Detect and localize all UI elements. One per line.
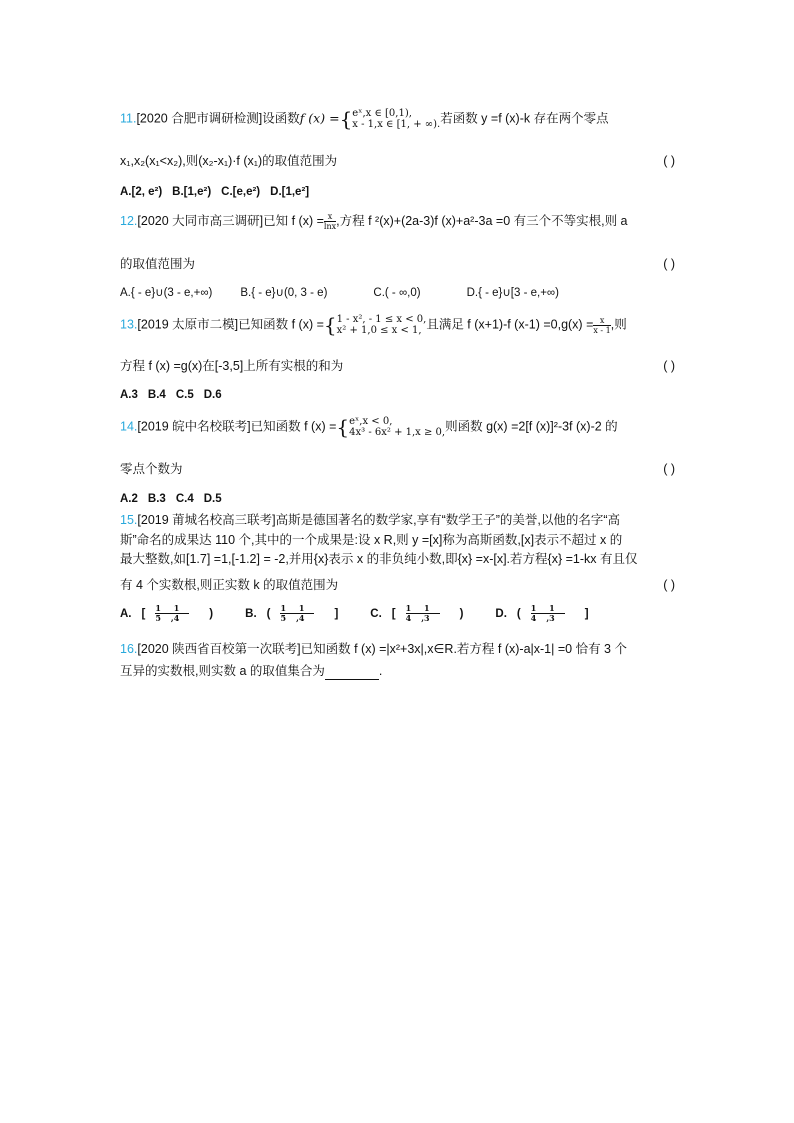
piecewise-case-2: x² + 1,0 ≤ x < 1, — [336, 325, 422, 336]
question-text: 方程 f (x) =g(x)在[-3,5]上所有实根的和为 — [120, 359, 344, 373]
piecewise-case-1: 1 - x², - 1 ≤ x < 0, — [336, 314, 427, 325]
option-b: B.{ - e}∪(0, 3 - e) — [240, 287, 328, 299]
question-text: 斯”命名的成果达 110 个,其中的一个成果是:设 x R,则 y =[x]称为高斯函数,[x]表示不超过 x 的 — [120, 533, 623, 547]
question-12-line-1 — [120, 212, 675, 231]
question-source: [2020 陕西省百校第一次联考] — [137, 642, 301, 656]
question-15-line-4 — [120, 576, 675, 594]
function-label: f (x) = — [299, 110, 340, 126]
question-13-line-2 — [120, 357, 675, 375]
question-16-line-1 — [120, 640, 675, 658]
question-15-line-3 — [120, 550, 675, 568]
question-15-options — [120, 604, 675, 623]
question-13-options — [120, 386, 675, 404]
question-text: 最大整数,如[1.7] =1,[-1.2] = -2,并用{x}表示 x 的非负纯小数,即{x} =x-[x].若方程{x} =1-kx 有且仅 — [120, 552, 638, 566]
piecewise-case-2: 4x³ - 6x² + 1,x ≥ 0, — [349, 427, 446, 438]
question-number: 12. — [120, 214, 138, 228]
option-d: D.[1,e²] — [270, 186, 310, 198]
question-text: 高斯是德国著名的数学家,享有“数学王子”的美誉,以他的名字“高 — [275, 513, 621, 527]
answer-paren: ( ) — [663, 578, 675, 592]
question-number: 15. — [120, 513, 138, 527]
question-number: 13. — [120, 317, 138, 332]
answer-blank — [325, 667, 379, 680]
question-text: 已知函数 f (x) = — [238, 317, 324, 332]
option-a: A.[2, e²) — [120, 186, 163, 198]
question-number: 14. — [120, 419, 138, 434]
piecewise-function: { eˣ,x < 0, 4x³ - 6x² + 1,x ≥ 0, — [336, 414, 446, 439]
question-16-line-2: 互异的实数根,则实数 a 的取值集合为 . — [120, 664, 383, 678]
option-d: D.{ - e}∪[3 - e,+∞) — [466, 287, 559, 299]
question-text: 的取值范围为 — [120, 257, 196, 271]
question-source: [2019 太原市二模] — [137, 317, 239, 332]
question-text: 已知函数 f (x) =|x²+3x|,x∈R.若方程 f (x)-a|x-1| =0 恰有 3 个 — [300, 642, 627, 656]
option-a: A.3 — [120, 389, 138, 401]
question-15-line-2 — [120, 531, 675, 549]
option-c: C. [ $\frac{1 1}{4 ,3}$ ) — [370, 603, 464, 623]
piecewise-case-1: eˣ,x ∈ [0,1), — [352, 108, 412, 119]
question-text: 已知 f (x) = — [263, 214, 324, 228]
question-15-line-1 — [120, 511, 675, 529]
question-11-line-2 — [120, 152, 675, 170]
fraction-numerator: x — [599, 315, 605, 325]
question-12-options — [120, 284, 675, 302]
question-text: ,则 — [610, 317, 627, 332]
question-text: 且满足 f (x+1)-f (x-1) =0,g(x) = — [426, 317, 594, 332]
option-c: C.[e,e²) — [221, 186, 261, 198]
question-text: 若函数 y =f (x)-k 存在两个零点 — [440, 111, 609, 126]
question-source: [2020 合肥市调研检测] — [136, 111, 263, 126]
question-source: [2020 大同市高三调研] — [137, 214, 264, 228]
question-11-line-1 — [120, 108, 675, 130]
option-a: A.{ - e}∪(3 - e,+∞) — [120, 287, 213, 299]
question-14-line-1 — [120, 416, 675, 438]
option-c: C.4 — [175, 493, 194, 505]
question-text: 已知函数 f (x) = — [250, 419, 337, 434]
piecewise-function: { 1 - x², - 1 ≤ x < 0, x² + 1,0 ≤ x < 1, — [323, 312, 427, 337]
fraction — [324, 212, 336, 231]
question-number: 16. — [120, 642, 138, 656]
question-text: x₁,x₂(x₁<x₂),则(x₂-x₁)·f (x₁)的取值范围为 — [120, 154, 338, 168]
question-text: 设函数 — [262, 111, 300, 126]
fraction — [593, 316, 610, 335]
question-source: [2019 皖中名校联考] — [137, 419, 251, 434]
option-b: B.[1,e²) — [172, 186, 212, 198]
piecewise-case-1: eˣ,x < 0, — [349, 416, 393, 427]
option-c: C.( - ∞,0) — [373, 287, 421, 299]
question-14-line-2 — [120, 460, 675, 478]
question-11-options — [120, 183, 675, 201]
question-12-line-2 — [120, 255, 675, 273]
piecewise-function: { eˣ,x ∈ [0,1), x - 1,x ∈ [1, + ∞). — [339, 106, 441, 131]
answer-paren: ( ) — [663, 154, 675, 168]
answer-paren: ( ) — [663, 359, 675, 373]
option-b: B.3 — [147, 493, 166, 505]
option-c: C.5 — [175, 389, 194, 401]
option-b: B. ( $\frac{1 1}{5 ,4}$ ] — [245, 603, 339, 623]
fraction-denominator: lnx — [323, 222, 337, 232]
option-d: D. ( $\frac{1 1}{4 ,3}$ ] — [495, 603, 589, 623]
question-number: 11. — [120, 111, 137, 126]
question-text: ,方程 f ²(x)+(2a-3)f (x)+a²-3a =0 有三个不等实根,则 a — [336, 214, 628, 228]
answer-paren: ( ) — [663, 257, 675, 271]
option-d: D.6 — [203, 389, 222, 401]
piecewise-case-2: x - 1,x ∈ [1, + ∞). — [352, 119, 441, 130]
option-a: A. [ $\frac{1 1}{5 ,4}$ ) — [120, 603, 214, 623]
question-13-line-1 — [120, 314, 675, 336]
question-14-options — [120, 490, 675, 508]
option-b: B.4 — [147, 389, 166, 401]
fraction-numerator: x — [327, 212, 333, 222]
question-source: [2019 莆城名校高三联考] — [137, 513, 276, 527]
question-text: 零点个数为 — [120, 462, 183, 476]
question-text: 有 4 个实数根,则正实数 k 的取值范围为 — [120, 578, 339, 592]
answer-paren: ( ) — [663, 462, 675, 476]
option-a: A.2 — [120, 493, 138, 505]
option-d: D.5 — [203, 493, 222, 505]
fraction-denominator: x - 1 — [593, 325, 611, 335]
question-text: 则函数 g(x) =2[f (x)]²-3f (x)-2 的 — [445, 419, 618, 434]
question-text: 互异的实数根,则实数 a 的取值集合为 — [120, 664, 325, 678]
